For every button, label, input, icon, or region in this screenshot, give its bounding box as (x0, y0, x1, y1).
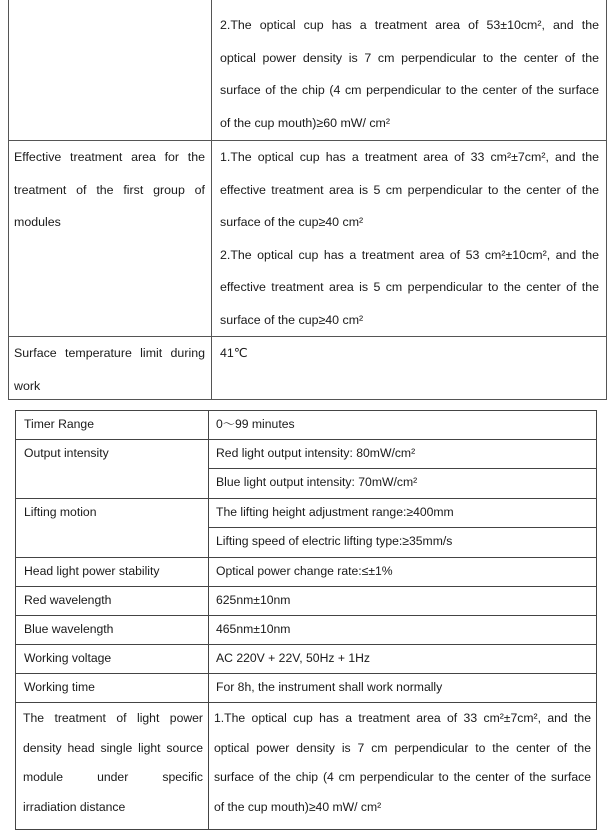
spec-value: AC 220V + 22V, 50Hz + 1Hz (216, 651, 371, 665)
spec-value-cell (211, 0, 607, 140)
spec-line: surface of the chip (4 cm perpendicular to the center of the surface (220, 83, 599, 97)
spec-line: surface of the cup≥40 cm² (220, 312, 364, 327)
spec-value: 0～99 minutes (216, 417, 295, 431)
spec-label: Working voltage (24, 651, 112, 665)
spec-label: Output intensity (24, 446, 109, 460)
spec-table-bottom (15, 410, 597, 830)
spec-value: Lifting speed of electric lifting type:≥35mm/s (216, 534, 453, 548)
spec-label-line: work (14, 378, 41, 393)
table-row (8, 141, 607, 336)
spec-label: Head light power stability (24, 564, 160, 578)
spec-line: 41℃ (220, 346, 248, 360)
table-border-top (15, 410, 597, 411)
spec-value: For 8h, the instrument shall work normally (216, 680, 443, 694)
spec-line: 1.The optical cup has a treatment area of 33 cm²±7cm², and the (220, 150, 599, 164)
spec-label: Timer Range (24, 417, 94, 431)
spec-value-cell (214, 704, 591, 822)
spec-value: 625nm±10nm (216, 593, 291, 607)
spec-label-line: Effective treatment area for the (14, 150, 205, 164)
spec-label: Blue wavelength (24, 622, 114, 636)
spec-line: optical power density is 7 cm perpendicular to the center of the (214, 740, 591, 755)
spec-value: Red light output intensity: 80mW/cm² (216, 446, 416, 460)
spec-line: effective treatment area is 5 cm perpendicular to the center of the (220, 280, 599, 294)
spec-line: 2.The optical cup has a treatment area of 53±10cm², and the (220, 18, 599, 32)
row-divider (15, 702, 597, 703)
column-divider (208, 410, 209, 830)
spec-label-line: Surface temperature limit during (14, 346, 205, 360)
spec-value: The lifting height adjustment range:≥400mm (216, 505, 454, 519)
spec-line: 1.The optical cup has a treatment area of 33 cm²±7cm², and the (214, 711, 591, 725)
spec-label: Red wavelength (24, 593, 112, 607)
spec-label-cell (8, 337, 211, 399)
spec-label-cell (8, 141, 211, 336)
spec-line: surface of the cup≥40 cm² (220, 215, 364, 229)
table-border-left (15, 410, 16, 830)
spec-line: 2.The optical cup has a treatment area of 53 cm²±10cm², and the (220, 247, 599, 262)
spec-line: of the cup mouth)≥40 mW/ cm² (214, 799, 382, 814)
spec-label: Working time (24, 680, 95, 694)
spec-label: Lifting motion (24, 505, 97, 519)
table-row (8, 337, 607, 399)
spec-label-line: irradiation distance (23, 799, 126, 814)
spec-label-line: The treatment of light power (23, 711, 203, 725)
table-border-bottom (15, 829, 597, 830)
spec-label-line: module under specific (23, 770, 203, 785)
spec-table-top (8, 0, 607, 400)
spec-value: Blue light output intensity: 70mW/cm² (216, 475, 418, 489)
spec-label-cell (23, 704, 203, 822)
table-border-right (596, 410, 597, 830)
spec-label-line: density head single light source (23, 740, 203, 755)
spec-line: effective treatment area is 5 cm perpendicular to the center of the (220, 182, 599, 197)
table-row (8, 0, 607, 140)
spec-line: of the cup mouth)≥60 mW/ cm² (220, 115, 390, 130)
spec-line: surface of the chip (4 cm perpendicular to the center of the surface (214, 770, 591, 785)
spec-line: optical power density is 7 cm perpendicular to the center of the (220, 50, 599, 65)
spec-value: 465nm±10nm (216, 622, 291, 636)
spec-value-cell (211, 337, 607, 399)
spec-value-cell (211, 141, 607, 336)
spec-value: Optical power change rate:≤±1% (216, 564, 393, 578)
spec-label-line: treatment of the first group of (14, 182, 205, 197)
spec-label-line: modules (14, 215, 61, 229)
